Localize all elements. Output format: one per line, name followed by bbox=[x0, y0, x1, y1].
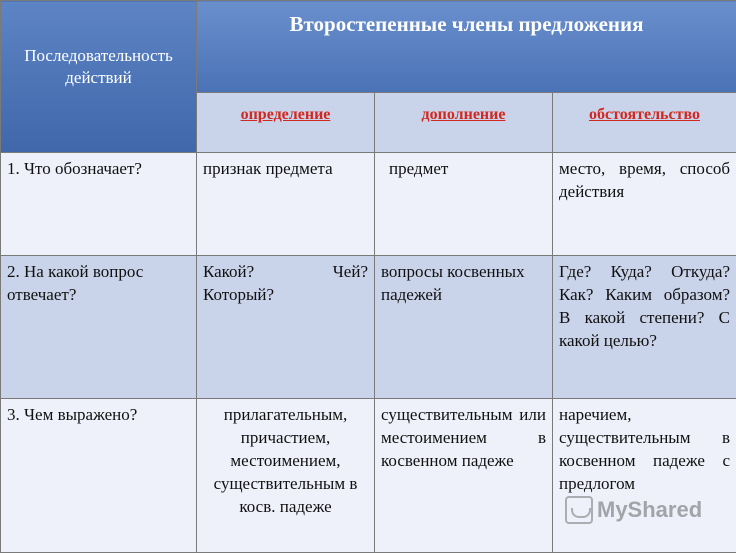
row-2-question: 2. На какой вопрос отвечает? bbox=[1, 256, 197, 399]
table-row bbox=[1, 153, 736, 256]
subheader-definition-cell bbox=[197, 93, 375, 153]
row-2-object: вопросы косвенных падежей bbox=[375, 256, 553, 399]
row-2-adverbial: Где? Куда? Откуда? Как? Каким образом? В какой степени? С какой целью? bbox=[553, 256, 736, 399]
row-3-question: 3. Чем выражено? bbox=[1, 399, 197, 553]
row-1-adverbial: место, время, способ действия bbox=[553, 153, 736, 256]
subheader-adverbial: обстоятельство bbox=[589, 106, 700, 123]
top-header-cell bbox=[197, 1, 736, 93]
row-1-question: 1. Что обозначает? bbox=[1, 153, 197, 256]
subheader-object: дополнение bbox=[422, 106, 506, 123]
corner-header: Последовательность действий bbox=[24, 46, 173, 87]
table-row bbox=[1, 256, 736, 399]
subheader-definition: определение bbox=[241, 106, 331, 123]
watermark bbox=[565, 492, 715, 528]
row-2-definition: Какой? Чей? Который? bbox=[197, 256, 375, 399]
row-3-adverbial: наречием, существительным в косвенном падеже с предлогом bbox=[553, 399, 736, 553]
top-header: Второстепенные члены предложения bbox=[290, 12, 644, 36]
row-3-object: существительным или местоимением в косвенном падеже bbox=[375, 399, 553, 553]
table-row bbox=[1, 399, 736, 553]
watermark-text: MyShared bbox=[597, 497, 702, 523]
row-1-definition: признак предмета bbox=[197, 153, 375, 256]
subheader-object-cell bbox=[375, 93, 553, 153]
row-3-definition: прилагательным, причастием, местоимением, существительным в косв. падеже bbox=[197, 399, 375, 553]
row-1-object: предмет bbox=[375, 153, 553, 256]
myshared-logo-icon bbox=[565, 496, 593, 524]
subheader-adverbial-cell bbox=[553, 93, 736, 153]
corner-header-cell bbox=[1, 1, 197, 153]
